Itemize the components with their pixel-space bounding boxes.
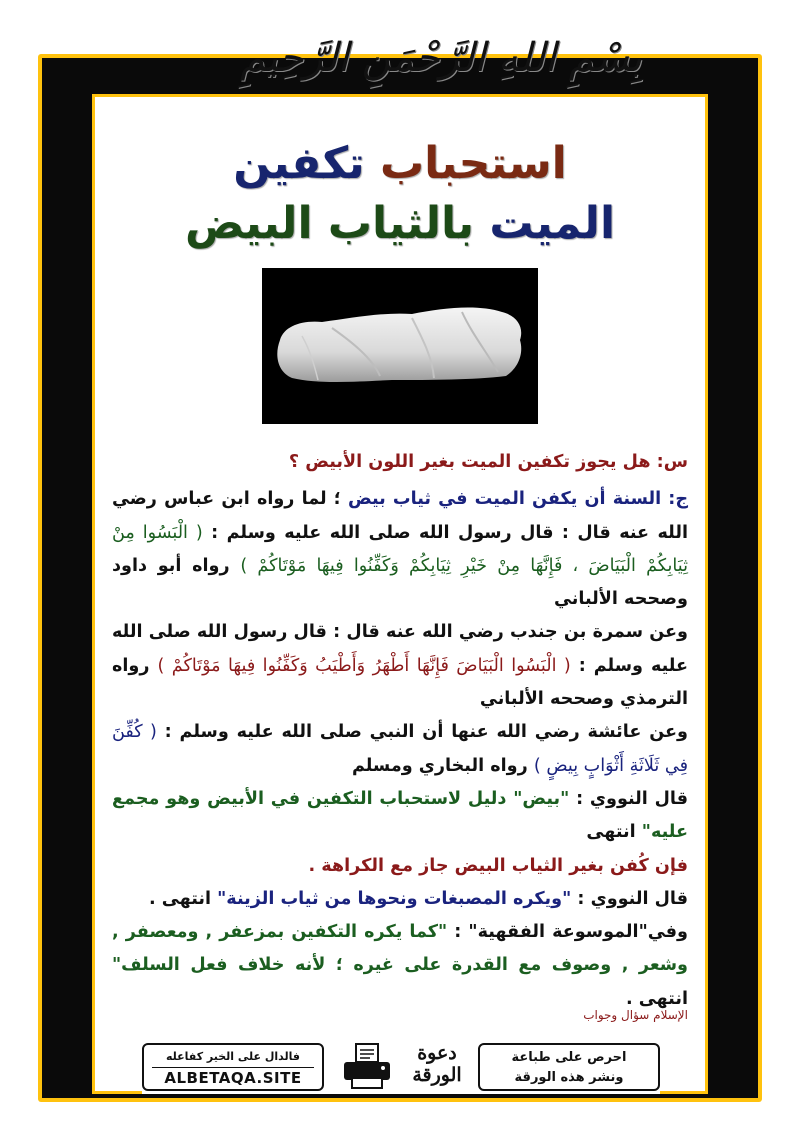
hadith-2-reference: رواه الترمذي وصححه الألباني xyxy=(112,655,688,710)
website-link[interactable]: ALBETAQA.SITE xyxy=(152,1067,314,1088)
nawawi-end-1: انتهى xyxy=(586,822,642,843)
answer-paragraph-2 xyxy=(112,616,688,716)
answer-sunnah: السنة أن يكفن الميت في ثياب بيض xyxy=(347,489,662,510)
hadith-3-reference: رواه البخاري ومسلم xyxy=(351,755,534,776)
website-box xyxy=(142,1043,324,1091)
nawawi-quote-2: "ويكره المصبغات ونحوها من ثياب الزينة" xyxy=(217,888,572,909)
hadith-1-reference: رواه أبو داود وصححه الألباني xyxy=(112,555,688,610)
title-word-white-clothes: بالثياب البيض xyxy=(184,198,475,249)
page-title-line1 xyxy=(100,134,700,194)
printer-icon xyxy=(338,1042,396,1092)
answer-prefix: ج: xyxy=(661,489,688,510)
hadith-2: ( الْبَسُوا الْبَيَاضَ فَإِنَّهَا أَطْهَرُ وَأَطْيَبُ وَكَفِّنُوا فِيهَا مَوْتَاكُمْ ) xyxy=(157,655,571,676)
title-word-takfin: تكفين xyxy=(233,138,365,189)
nawawi-label-1: قال النووي : xyxy=(569,788,688,809)
nawawi-label-2: قال النووي : xyxy=(571,888,688,909)
website-slogan: فالدال على الخير كفاعله xyxy=(165,1050,301,1063)
title-word-istihbab: استحباب xyxy=(379,138,567,189)
samura-narration: وعن سمرة بن جندب رضي الله عنه قال : قال رسول الله صلى الله عليه وسلم : xyxy=(112,622,688,676)
logo-line2: الورقة xyxy=(412,1064,462,1086)
nawawi-quote-1: "بيض" دليل لاستحباب التكفين في الأبيض وهو مجمع عليه" xyxy=(112,788,688,843)
hadith-3: ( كُفِّنَ فِي ثَلَاثَةِ أَثْوَابٍ بِيضٍ ) xyxy=(112,722,688,776)
answer-paragraph-7 xyxy=(112,916,688,1016)
page-title-line2 xyxy=(100,194,700,254)
answer-narration: ؛ لما رواه ابن عباس رضي الله عنه قال : قال رسول الله صلى الله عليه وسلم : xyxy=(112,489,688,543)
logo-line1: دعوة xyxy=(417,1042,457,1064)
print-reminder-line1: احرص على طباعة xyxy=(511,1050,627,1065)
shroud-shape xyxy=(277,308,521,382)
answer-paragraph-5: فإن كُفن بغير الثياب البيض جاز مع الكراهة . xyxy=(308,855,688,876)
nawawi-end-2: انتهى . xyxy=(148,888,218,909)
dawat-alwaraqa-logo xyxy=(406,1042,468,1092)
mawsuah-quote: "كما يكره التكفين بمزعفر , ومعصفر , وشعر , وصوف مع القدرة على غيره ؛ لأنه خلاف فعل السلف" xyxy=(112,922,688,976)
aisha-narration: وعن عائشة رضي الله عنها أن النبي صلى الله عليه وسلم : xyxy=(156,722,688,743)
answer-paragraph-3 xyxy=(112,716,688,783)
print-reminder-line2: ونشر هذه الورقة xyxy=(514,1070,624,1085)
answer-paragraph-6 xyxy=(112,883,688,916)
shroud-illustration xyxy=(262,268,538,424)
hadith-1: ( الْبَسُوا مِنْ ثِيَابِكُمْ الْبَيَاضَ ، فَإِنَّهَا مِنْ خَيْرِ ثِيَابِكُمْ وَكَفِّنُوا فِيهَا مَوْتَاكُمْ ) xyxy=(112,522,688,576)
answer-paragraph-1 xyxy=(112,483,688,616)
question: س: هل يجوز تكفين الميت بغير اللون الأبيض ؟ xyxy=(288,452,688,472)
shrouded-body-photo xyxy=(262,268,538,424)
basmala-calligraphy: بِسْمِ اللهِ الرَّحْمَنِ الرَّحِيمِ xyxy=(240,35,643,81)
mawsuah-label: وفي"الموسوعة الفقهية" : xyxy=(447,922,688,943)
mawsuah-end: انتهى . xyxy=(625,988,688,1009)
article-body xyxy=(112,446,688,1016)
source-credit: الإسلام سؤال وجواب xyxy=(583,1008,688,1022)
footer-bar xyxy=(142,1040,660,1094)
print-reminder-box xyxy=(478,1043,660,1091)
answer-paragraph-4 xyxy=(112,783,688,850)
title-word-mayyit: الميت xyxy=(489,198,616,249)
